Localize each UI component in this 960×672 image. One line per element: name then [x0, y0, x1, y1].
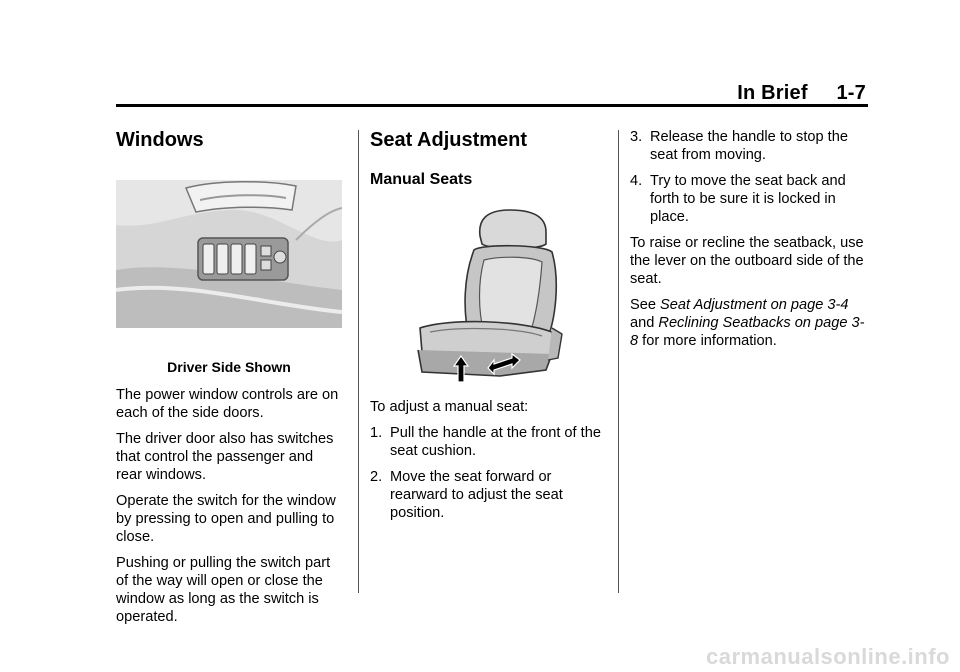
column-divider: [618, 130, 619, 593]
column-divider: [358, 130, 359, 593]
see-mid: and: [630, 315, 659, 331]
seat-adjustment-link[interactable]: Seat Adjustment on page 3-4: [660, 297, 849, 313]
windows-heading: Windows: [116, 129, 204, 151]
seat-adjustment-heading: Seat Adjustment: [370, 129, 528, 151]
step-text: Move the seat forward or rearward to adjust the seat position.: [390, 469, 563, 521]
step-number: 1.: [370, 425, 383, 441]
manual-seat-illustration: [370, 200, 608, 390]
step-text: Release the handle to stop the seat from moving.: [650, 129, 848, 163]
list-item: [630, 172, 868, 226]
seat-intro: To adjust a manual seat:: [370, 399, 529, 415]
watermark: carmanualsonline.info: [706, 644, 950, 669]
see-suffix: for more information.: [638, 333, 777, 349]
list-item: [370, 424, 608, 460]
list-item: [370, 468, 608, 522]
manual-seats-subheading: Manual Seats: [370, 171, 473, 188]
seat-steps-list-continued: [630, 128, 868, 226]
reclining-seatbacks-link[interactable]: Reclining Seatbacks on page 3-8: [630, 315, 865, 349]
door-switch-illustration: [116, 180, 342, 328]
seat-adjustment-column: [370, 126, 608, 530]
paragraph: The power window controls are on each of the side doors.: [116, 387, 339, 421]
list-item: [630, 128, 868, 164]
windows-column: [116, 126, 342, 634]
seat-steps-list: [370, 424, 608, 522]
paragraph: The driver door also has switches that control the passenger and rear windows.: [116, 431, 334, 483]
see-prefix: See: [630, 297, 661, 313]
figure-caption: Driver Side Shown: [167, 359, 291, 375]
step-text: Try to move the seat back and forth to be sure it is locked in place.: [650, 173, 846, 225]
paragraph: Operate the switch for the window by pressing to open and pulling to close.: [116, 493, 336, 545]
step-text: Pull the handle at the front of the seat cushion.: [390, 425, 601, 459]
step-number: 4.: [630, 173, 643, 189]
header-rule: [116, 104, 868, 107]
step-number: 3.: [630, 129, 643, 145]
seat-adjustment-continued-column: [630, 128, 868, 358]
recline-paragraph: To raise or recline the seatback, use the lever on the outboard side of the seat.: [630, 235, 864, 287]
paragraph: Pushing or pulling the switch part of the way will open or close the window as long as the switch is operated.: [116, 555, 331, 625]
page-header-title: In Brief 1-7: [737, 82, 866, 104]
cross-reference-paragraph: [630, 296, 868, 350]
step-number: 2.: [370, 469, 383, 485]
